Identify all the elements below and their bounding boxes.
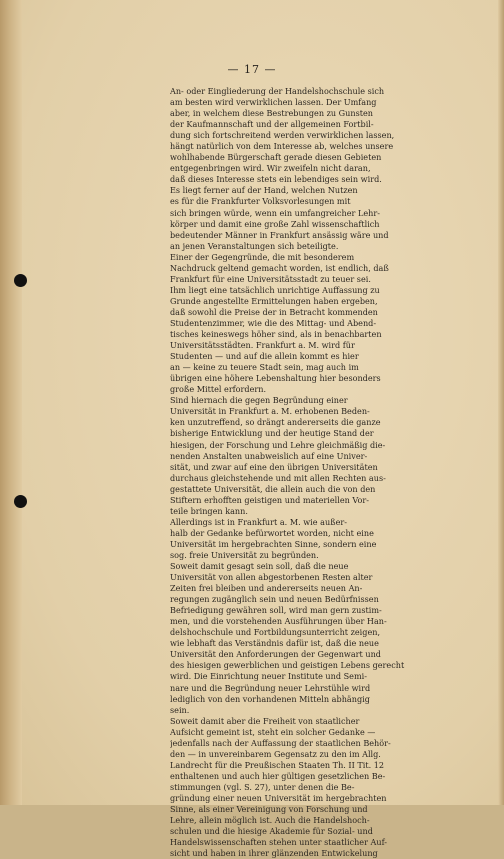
text-line: bedeutender Männer in Frankfurt ansässig wäre und xyxy=(170,229,389,240)
text-line: lediglich von den vorhandenen Mitteln abhängig xyxy=(170,693,370,704)
text-line: Studenten — und auf die allein kommt es hier xyxy=(170,351,359,362)
text-line: körper und damit eine große Zahl wissenschaftlich xyxy=(170,218,380,229)
text-line: Handelswissenschaften stehen unter staatlicher Auf- xyxy=(170,837,388,848)
text-line: Es liegt ferner auf der Hand, welchen Nutzen xyxy=(170,185,358,196)
text-line: An- oder Eingliederung der Handelshochschule sich xyxy=(170,86,385,96)
text-line: delshochschule und Fortbildungsunterricht zeigen, xyxy=(170,627,381,638)
text-line: daß dieses Interesse stets ein lebendiges sein wird. xyxy=(170,174,382,185)
text-line: der Kaufmannschaft und der allgemeinen Fortbil- xyxy=(170,119,374,130)
text-line: aber, in welchem diese Bestrebungen zu Gunsten xyxy=(170,108,373,119)
text-line: Einer der Gegengründe, die mit besonderem xyxy=(170,251,355,262)
paragraph xyxy=(170,561,410,716)
text-line: Soweit damit gesagt sein soll, daß die neue xyxy=(170,561,349,572)
text-line: Universität in Frankfurt a. M. erhobenen Beden- xyxy=(170,406,370,417)
text-line: durchaus gleichstehende und mit allen Rechten aus- xyxy=(170,472,386,483)
text-line: Stiftern erhofften geistigen und materiellen Vor- xyxy=(170,494,370,505)
text-line: gründung einer neuen Universität im hergebrachten xyxy=(170,793,387,803)
text-line: sicht und haben in ihrer glänzenden Entwickelung xyxy=(170,848,378,859)
text-line: Studentenzimmer, wie die des Mittag- und Abend- xyxy=(170,317,377,328)
text-line: Universität von allen abgestorbenen Resten alter xyxy=(170,572,373,583)
text-line: Sind hiernach die gegen Begründung einer xyxy=(170,395,348,406)
text-line: nare und die Begründung neuer Lehrstühle wird xyxy=(170,682,371,693)
text-line: teile bringen kann. xyxy=(170,505,248,516)
text-line: den — in unvereinbarem Gegensatz zu den im Allg. xyxy=(170,748,381,759)
text-line: Sinne, als einer Vereinigung von Forschung und xyxy=(170,804,368,815)
text-line: bisherige Entwicklung und der heutige Stand der xyxy=(170,428,374,439)
text-line: Universität im hergebrachten Sinne, sondern eine xyxy=(170,538,377,549)
punch-hole-top xyxy=(14,274,27,287)
text-line: wie lebhaft das Verständnis dafür ist, daß die neue xyxy=(170,638,379,649)
page-number: — 17 — xyxy=(227,63,277,76)
paragraph xyxy=(170,185,410,251)
text-line: ken unzutreffend, so drängt andererseits die ganze xyxy=(170,417,381,428)
text-line: große Mittel erfordern. xyxy=(170,384,267,395)
paragraph xyxy=(170,716,410,859)
text-line: an jenen Veranstaltungen sich beteiligte. xyxy=(170,240,339,251)
text-line: Universitätsstädten. Frankfurt a. M. wird für xyxy=(170,340,355,351)
paragraph xyxy=(170,395,410,517)
paragraph xyxy=(170,86,410,185)
text-line: sität, und zwar auf eine den übrigen Universitäten xyxy=(170,461,378,472)
text-line: sich bringen würde, wenn ein umfangreicher Lehr- xyxy=(170,207,380,218)
text-line: dung sich fortschreitend werden verwirklichen lassen, xyxy=(170,130,395,141)
text-line: halb der Gedanke befürwortet worden, nicht eine xyxy=(170,527,374,538)
text-line: entgegenbringen wird. Wir zweifeln nicht daran, xyxy=(170,163,371,174)
text-line: men, und die vorstehenden Ausführungen über Han- xyxy=(170,616,387,627)
text-line: Lehre, allein möglich ist. Auch die Handelshoch- xyxy=(170,815,370,826)
paragraph xyxy=(170,517,410,561)
body-text xyxy=(170,86,410,859)
text-line: sein. xyxy=(170,704,190,715)
text-line: tisches keineswegs höher sind, als in benachbarten xyxy=(170,329,382,340)
text-line: Grunde angestellte Ermittelungen haben ergeben, xyxy=(170,295,378,306)
text-line: stimmungen (vgl. S. 27), unter denen die Be- xyxy=(170,781,355,792)
text-line: wird. Die Einrichtung neuer Institute und Semi- xyxy=(170,671,367,682)
text-line: jedenfalls nach der Auffassung der staatlichen Behör- xyxy=(170,737,391,748)
text-line: Landrecht für die Preußischen Staaten Th. II Tit. 12 xyxy=(170,759,385,770)
text-line: regungen zugänglich sein und neuen Bedürfnissen xyxy=(170,594,379,605)
text-line: am besten wird verwirklichen lassen. Der Umfang xyxy=(170,97,377,108)
text-line: nenden Anstalten unabweislich auf eine Univer- xyxy=(170,450,368,461)
text-line: Frankfurt für eine Universitätsstadt zu teuer sei. xyxy=(170,273,371,284)
text-line: Universität den Anforderungen der Gegenwart und xyxy=(170,649,381,660)
text-line: hängt natürlich von dem Interesse ab, welches unsere xyxy=(170,141,394,152)
text-line: wohlhabende Bürgerschaft gerade diesen Gebieten xyxy=(170,152,382,163)
text-line: es für die Frankfurter Volksvorlesungen mit xyxy=(170,196,351,207)
page-binding-edge xyxy=(0,0,22,805)
paragraph xyxy=(170,252,410,396)
text-line: Allerdings ist in Frankfurt a. M. wie außer- xyxy=(170,516,347,527)
text-line: daß sowohl die Preise der in Betracht kommenden xyxy=(170,306,378,317)
text-line: Befriedigung gewähren soll, wird man gern zustim- xyxy=(170,605,382,616)
text-line: schulen und die hiesige Akademie für Sozial- und xyxy=(170,826,373,837)
text-line: Ihm liegt eine tatsächlich unrichtige Auffassung zu xyxy=(170,284,380,295)
text-line: gestattete Universität, die allein auch die von den xyxy=(170,483,376,494)
text-line: Aufsicht gemeint ist, steht ein solcher Gedanke — xyxy=(170,726,376,737)
text-line: hiesigen, der Forschung und Lehre gleichmäßig die- xyxy=(170,439,386,450)
text-line: sog. freie Universität zu begründen. xyxy=(170,549,319,560)
text-line: enthaltenen und auch hier gültigen gesetzlichen Be- xyxy=(170,770,386,781)
text-line: Nachdruck geltend gemacht worden, ist endlich, daß xyxy=(170,262,389,273)
text-line: Zeiten frei bleiben und andererseits neuen An- xyxy=(170,583,363,594)
text-line: des hiesigen gewerblichen und geistigen Lebens gerecht xyxy=(170,660,405,671)
page-right-edge xyxy=(498,0,504,805)
text-line: übrigen eine höhere Lebenshaltung hier besonders xyxy=(170,373,381,384)
punch-hole-bottom xyxy=(14,495,27,508)
text-line: an — keine zu teuere Stadt sein, mag auch im xyxy=(170,362,359,373)
text-line: Soweit damit aber die Freiheit von staatlicher xyxy=(170,715,360,726)
